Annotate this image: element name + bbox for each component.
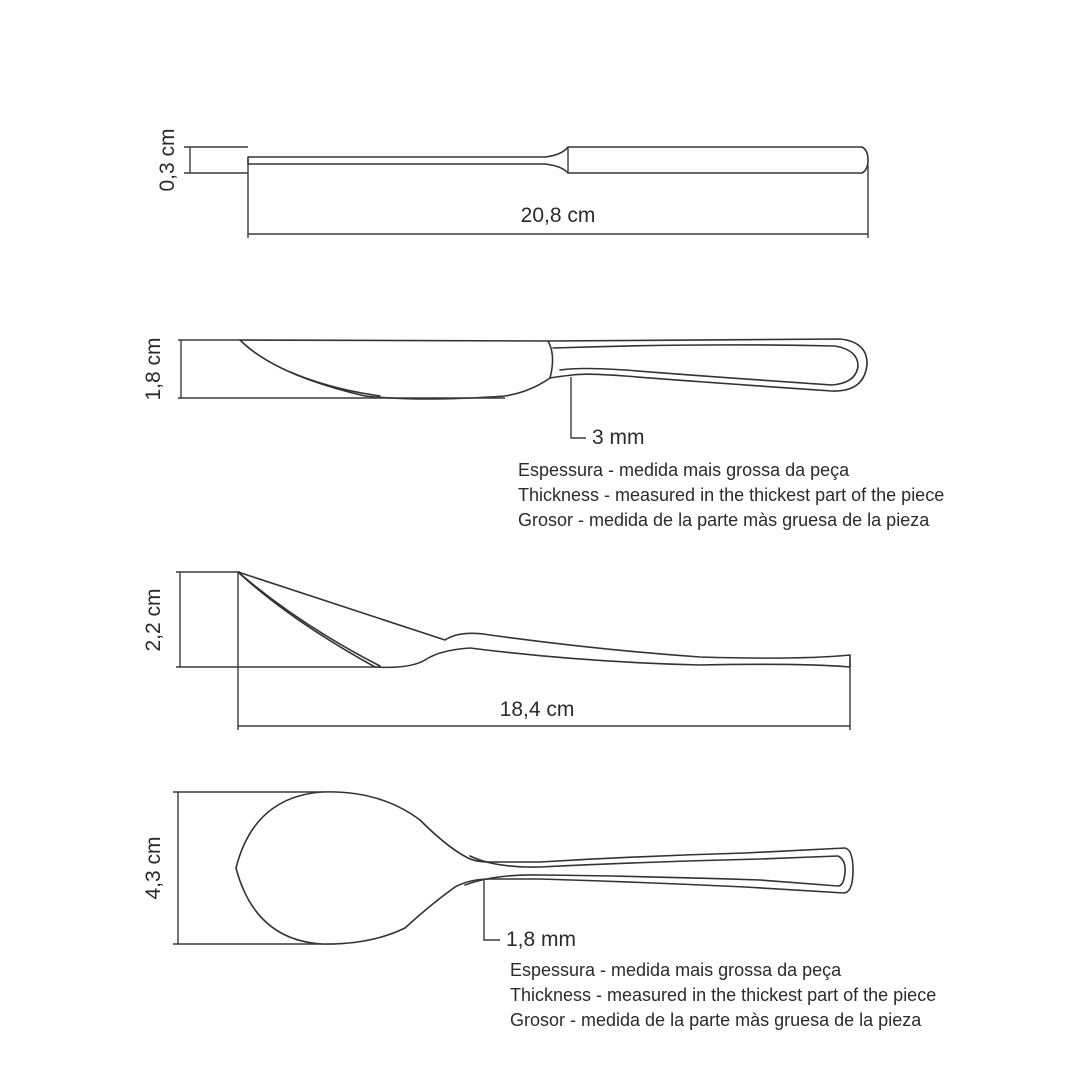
spoon-side-view bbox=[142, 572, 850, 730]
knife-thickness-label: 0,3 cm bbox=[156, 128, 179, 192]
spoon-bowl-outline bbox=[236, 792, 853, 944]
spoon-length-label: 18,4 cm bbox=[499, 698, 575, 721]
knife-serration bbox=[290, 372, 380, 396]
spoon-thickness-leader bbox=[484, 879, 500, 940]
spoon-height-label: 2,2 cm bbox=[142, 588, 165, 652]
spoon-thickness-notes bbox=[510, 958, 936, 1033]
knife-top-outline bbox=[248, 147, 868, 173]
knife-side-view bbox=[142, 337, 867, 438]
spoon-note-es: Grosor - medida de la parte màs gruesa de la pieza bbox=[510, 1010, 922, 1030]
knife-thickness-value: 3 mm bbox=[592, 426, 645, 449]
knife-height-label: 1,8 cm bbox=[142, 337, 165, 401]
knife-note-en: Thickness - measured in the thickest part of the piece bbox=[518, 485, 945, 505]
knife-thickness-notes bbox=[518, 458, 944, 533]
knife-blade-outline bbox=[240, 340, 553, 399]
spoon-bowl-curve bbox=[238, 572, 380, 666]
spoon-side-outline bbox=[238, 572, 850, 667]
spoon-width-label: 4,3 cm bbox=[142, 836, 165, 900]
spoon-note-en: Thickness - measured in the thickest part of the piece bbox=[510, 985, 937, 1005]
spoon-handle-inner-line bbox=[465, 856, 845, 886]
spoon-thickness-value: 1,8 mm bbox=[506, 928, 577, 951]
knife-thickness-leader bbox=[571, 377, 586, 438]
spoon-note-pt: Espessura - medida mais grossa da peça bbox=[510, 960, 842, 980]
knife-top-view bbox=[156, 128, 868, 238]
knife-handle-inner-line bbox=[553, 345, 858, 385]
knife-note-es: Grosor - medida de la parte màs gruesa de la pieza bbox=[518, 510, 930, 530]
knife-length-label: 20,8 cm bbox=[520, 204, 596, 227]
spoon-top-view bbox=[142, 792, 853, 944]
knife-note-pt: Espessura - medida mais grossa da peça bbox=[518, 460, 850, 480]
